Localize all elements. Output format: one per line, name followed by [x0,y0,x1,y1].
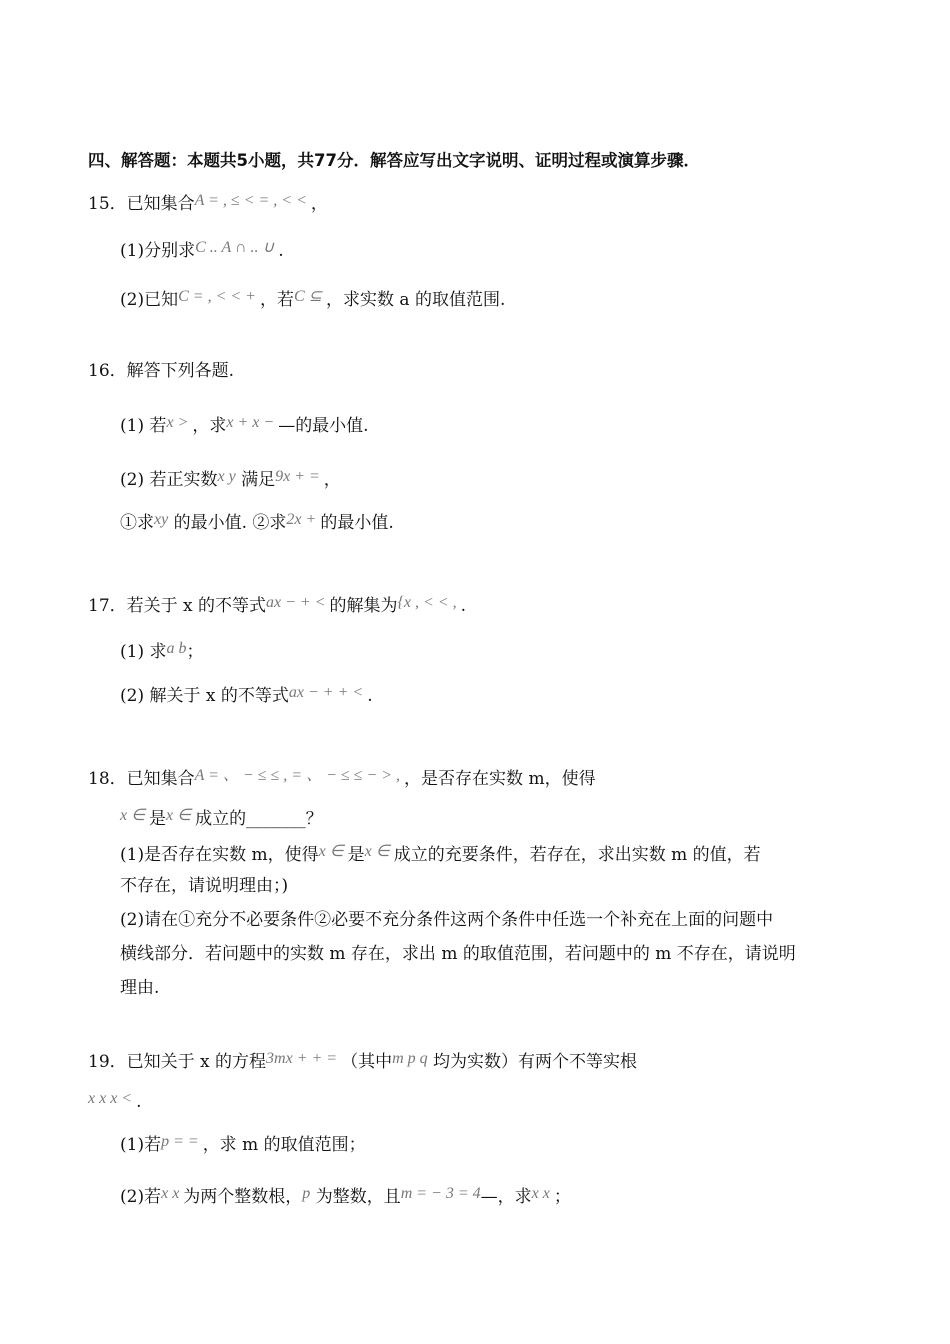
math-expression: ax − + + < [288,684,368,701]
math-expression: x ∈ [166,807,196,824]
math-expression: x ∈ [364,843,394,860]
text-segment: . [460,596,467,616]
text-segment: 不存在，请说明理由；) [120,876,289,896]
text-segment: 是 [347,845,365,865]
math-expression: p = = [161,1133,203,1150]
text-segment: (1)若 [120,1135,162,1155]
text-segment: (1)是否存在实数 m，使得 [120,845,319,865]
text-segment: 均为实数）有两个不等实根 [427,1052,638,1072]
text-segment: (2) 解关于 x 的不等式 [120,686,289,706]
text-segment: 19．已知关于 x 的方程 [88,1052,267,1072]
text-segment: 为两个整数根， [183,1187,303,1207]
q16-part1 [120,412,369,437]
text-segment: —的最小值. [278,416,369,436]
math-expression: a b [166,640,187,657]
q16-stem [88,360,234,382]
math-expression: x y [217,468,236,485]
section-header: 四、解答题：本题共5小题，共77分．解答应写出文字说明、证明过程或演算步骤． [88,151,700,170]
text-segment: 横线部分．若问题中的实数 m 存在，求出 m 的取值范围，若问题中的 m 不存在，请说明 [120,944,796,964]
math-expression: m p q [392,1050,428,1067]
text-segment: ， [310,194,328,214]
math-expression: xy [154,511,169,528]
text-segment: (1) 若 [120,416,167,436]
text-segment: (1) 求 [120,642,167,662]
q19-part1 [120,1131,366,1156]
text-segment: 17．若关于 x 的不等式 [88,596,267,616]
math-expression: x > [166,414,193,431]
text-segment: (1)分别求 [120,241,196,261]
text-segment: (2)请在①充分不必要条件②必要不充分条件这两个条件中任选一个补充在上面的问题中 [120,910,774,930]
q18-part1-2 [120,875,288,897]
text-segment: ， [323,470,341,490]
q15-part1 [120,237,284,262]
text-segment: ； [186,642,204,662]
q18-part1 [120,841,761,866]
q15-part2 [120,286,505,311]
math-expression: ax − + < [266,594,330,611]
math-expression: x ∈ [318,843,348,860]
text-segment: —，求 [480,1187,532,1207]
text-segment: 成立的_______？ [195,809,323,829]
q18-part2-2 [120,943,796,965]
text-segment: 的最小值. ②求 [168,513,287,533]
q19-stem-2 [88,1088,142,1113]
math-expression: C .. A ∩ .. ∪ [195,239,279,256]
math-expression: C = , < < + [178,288,260,305]
text-segment: ，若 [259,290,294,310]
q17-part1 [120,638,203,663]
text-segment: (2)若 [120,1187,162,1207]
text-segment: ； [553,1187,571,1207]
math-expression: p [302,1185,311,1202]
text-segment: (2) 若正实数 [120,470,218,490]
q17-part2 [120,682,373,707]
q18-part2 [120,909,773,931]
text-segment: （其中 [341,1052,393,1072]
text-segment: . [278,241,284,261]
math-expression: x x [161,1185,184,1202]
math-expression: x ∈ [120,807,150,824]
q15-stem [88,190,328,215]
text-segment: 成立的充要条件，若存在，求出实数 m 的值，若 [393,845,761,865]
text-segment: . [136,1092,142,1112]
math-expression: {x , < < , [397,594,461,611]
q16-part2 [120,466,341,491]
text-segment: . [367,686,373,706]
text-segment: 是 [149,809,167,829]
text-segment: (2)已知 [120,290,179,310]
text-segment: ，求 [192,416,227,436]
math-expression: A = , ≤ < = , < < [194,192,311,209]
math-expression: 2x + [286,511,321,528]
q18-part2-3 [120,977,159,999]
text-segment: 16．解答下列各题. [88,361,235,381]
math-expression: x x [531,1185,554,1202]
text-segment: 的最小值. [320,513,394,533]
math-expression: A = 、 − ≤ ≤ , = 、 − ≤ ≤ − > , [194,767,405,784]
text-segment: ，求实数 a 的取值范围. [326,290,506,310]
text-segment: 15．已知集合 [88,194,195,214]
text-segment: 理由. [120,978,160,998]
q19-stem [88,1048,637,1073]
q19-part2 [120,1183,571,1208]
text-segment: 的解集为 [329,596,398,616]
q18-stem-2 [120,805,323,830]
text-segment: ①求 [120,513,154,533]
math-expression: m = − 3 = 4 [400,1185,481,1202]
text-segment: 满足 [235,470,276,490]
text-segment: 为整数，且 [310,1187,401,1207]
q18-stem [88,765,596,790]
text-segment: 18．已知集合 [88,769,195,789]
math-expression: 3mx + + = [266,1050,342,1067]
math-expression: 9x + = [275,468,324,485]
q16-part2-sub [120,509,394,534]
math-expression: x x x < [88,1090,137,1107]
math-expression: x + x − [226,414,279,431]
text-segment: ，是否存在实数 m，使得 [404,769,596,789]
q17-stem [88,592,466,617]
math-expression: C ⊆ [293,288,327,305]
text-segment: ，求 m 的取值范围； [202,1135,366,1155]
